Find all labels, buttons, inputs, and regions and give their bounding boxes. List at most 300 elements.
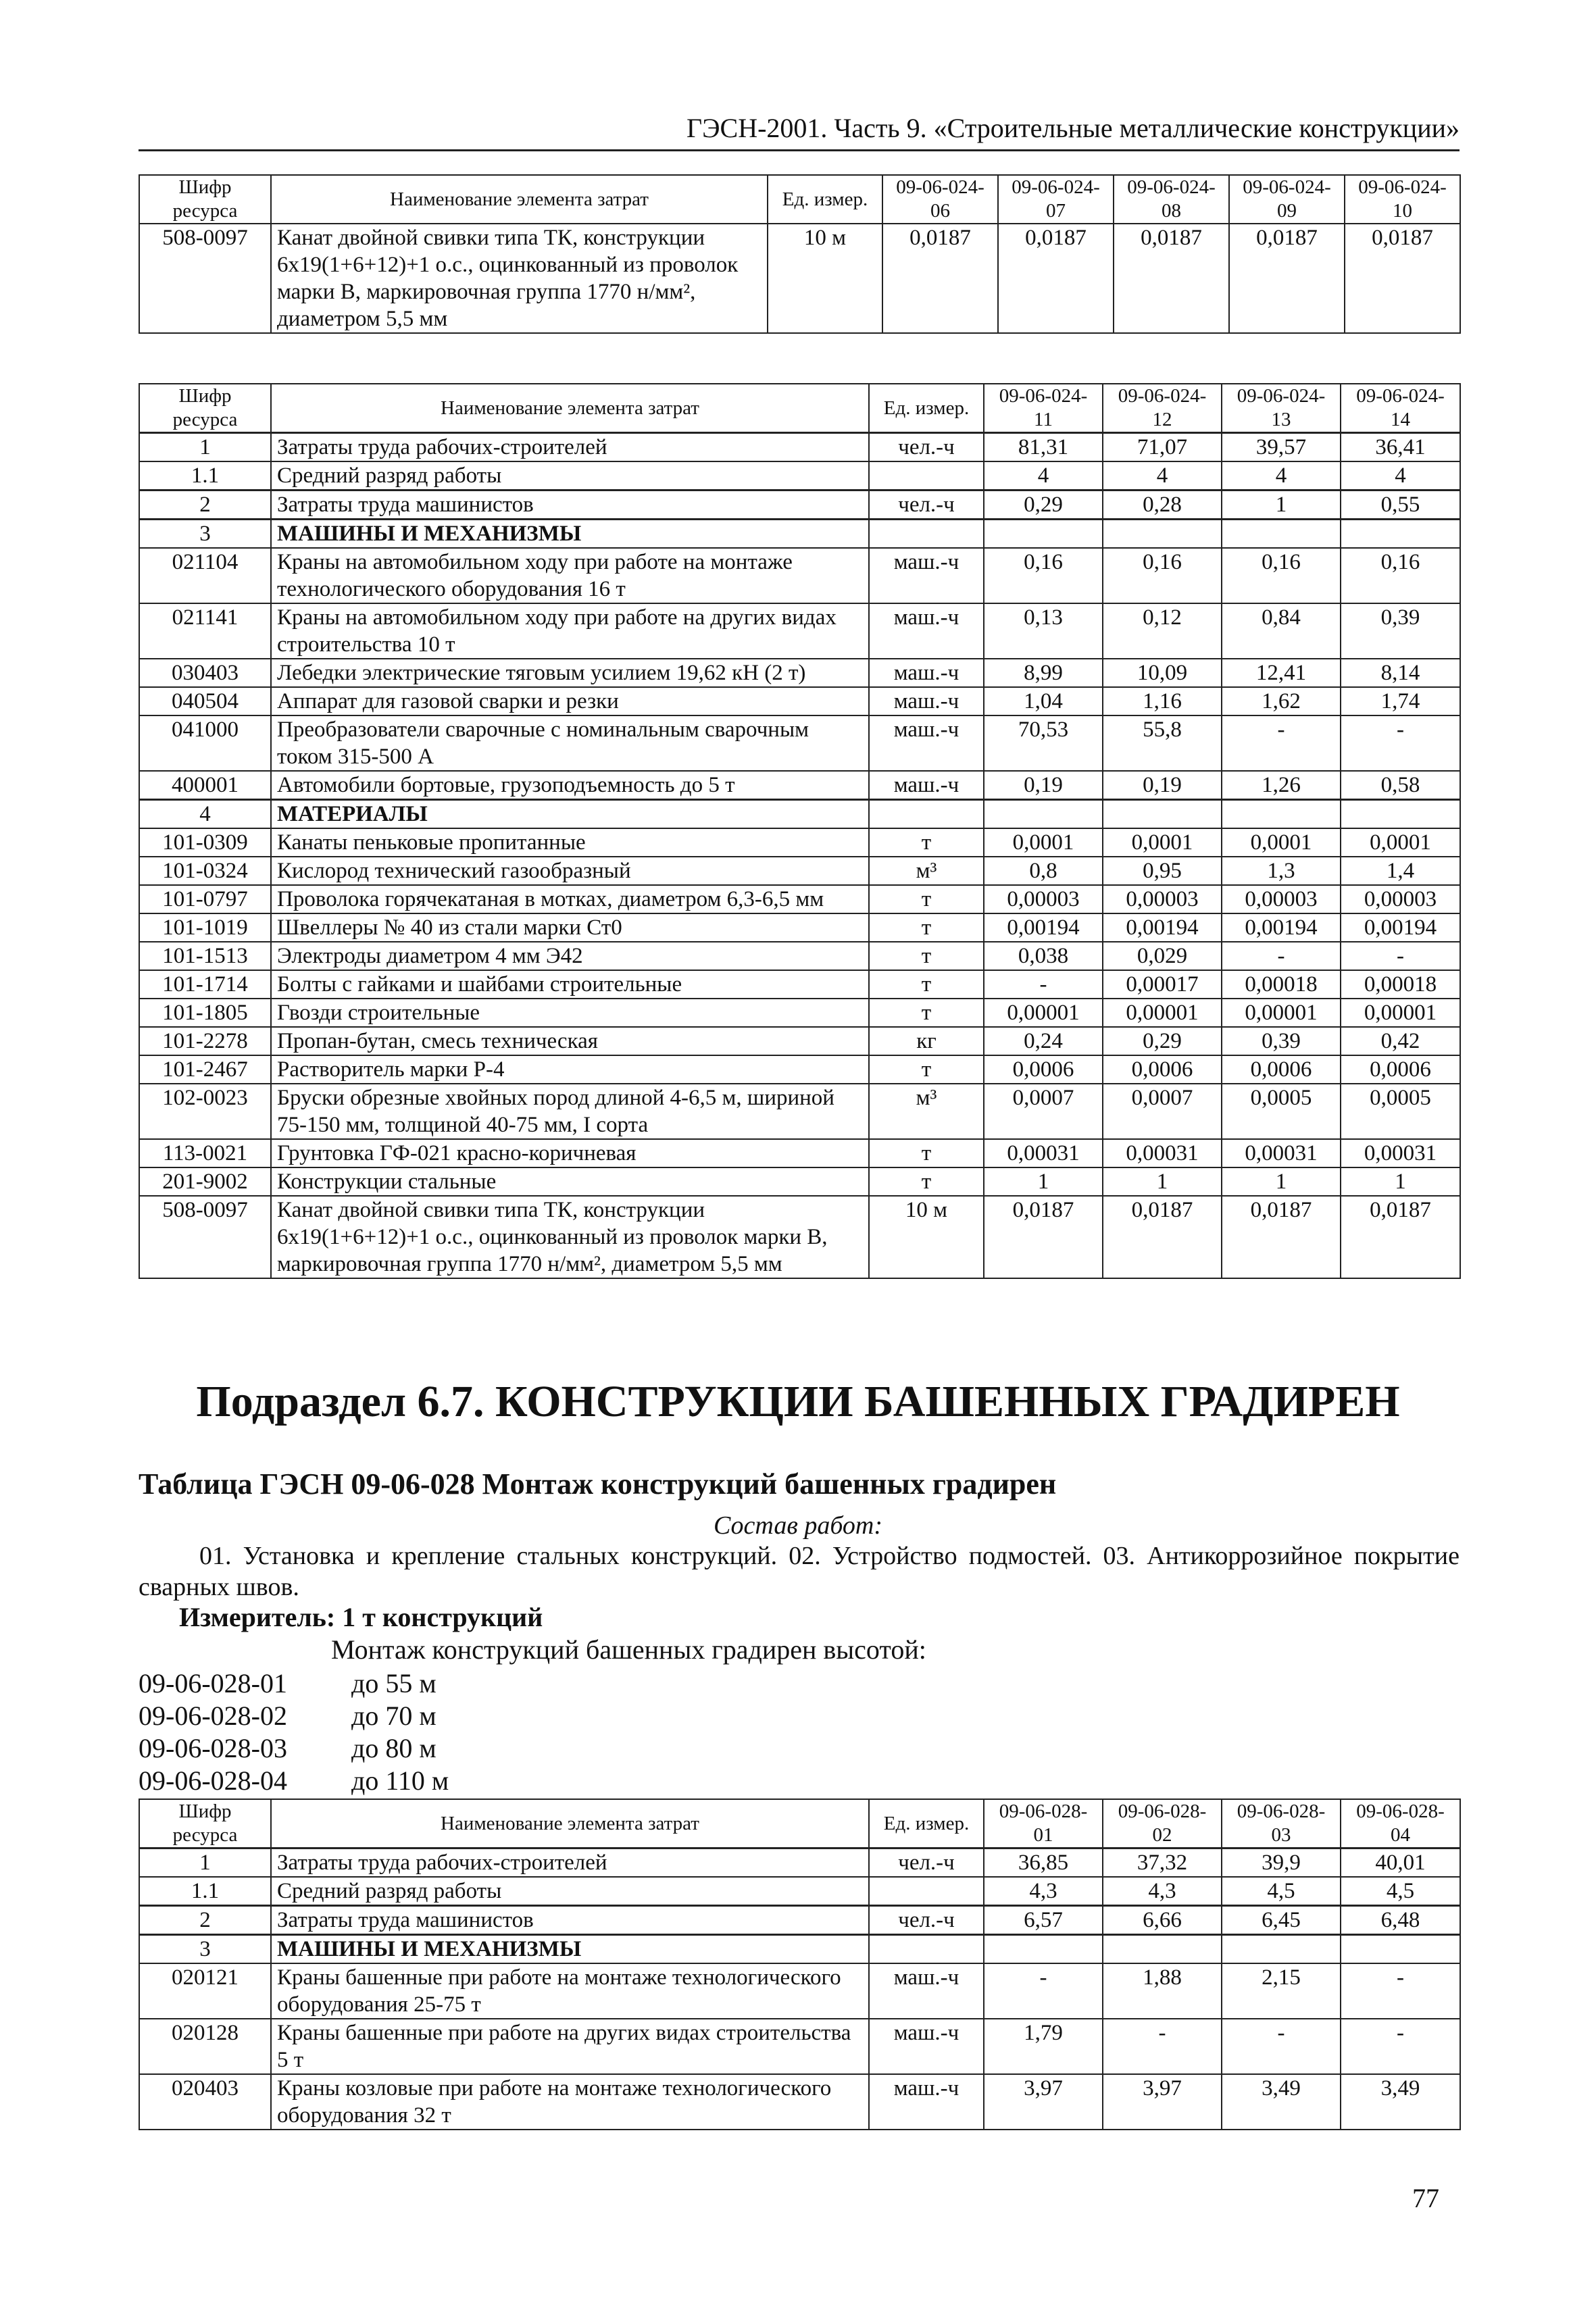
cell-name: Аппарат для газовой сварки и резки [271, 687, 869, 715]
cell-value: 10,09 [1103, 659, 1222, 687]
table-row [139, 2074, 1460, 2130]
cell-code: 1.1 [139, 461, 271, 491]
cell-value: 6,57 [984, 1906, 1103, 1935]
cell-value: 0,39 [1222, 1027, 1341, 1055]
cell-value: 0,0007 [984, 1084, 1103, 1139]
cell-value: 1 [1222, 1167, 1341, 1196]
cell-value: 0,00001 [984, 999, 1103, 1027]
cell-value: 4,5 [1341, 1877, 1460, 1906]
cell-value: 71,07 [1103, 433, 1222, 462]
cell-value: - [1103, 2019, 1222, 2074]
cell-value [1222, 800, 1341, 829]
cell-name: МАТЕРИАЛЫ [271, 800, 869, 829]
table-row [139, 659, 1460, 687]
table-row [139, 1167, 1460, 1196]
table-header-row [139, 384, 1460, 433]
list-item [139, 1667, 449, 1700]
cell-value: 0,00003 [1341, 885, 1460, 913]
cell-value: 4 [1341, 461, 1460, 491]
cell-value: 6,48 [1341, 1906, 1460, 1935]
cell-unit [869, 461, 984, 491]
cell-value: 0,29 [984, 491, 1103, 520]
cell-unit [869, 520, 984, 549]
table-row [139, 771, 1460, 800]
cell-code: 020128 [139, 2019, 271, 2074]
cell-value: 0,00031 [1103, 1139, 1222, 1167]
cell-value: 1,3 [1222, 857, 1341, 885]
cell-unit: маш.-ч [869, 687, 984, 715]
header-code: Шифр ресурса [139, 175, 271, 224]
cell-value: 1,26 [1222, 771, 1341, 800]
cell-value: 0,00003 [984, 885, 1103, 913]
cell-code: 508-0097 [139, 1196, 271, 1278]
cell-value: 8,14 [1341, 659, 1460, 687]
header-name: Наименование элемента затрат [271, 384, 869, 433]
cell-value: 3,97 [1103, 2074, 1222, 2130]
table-title: Таблица ГЭСН 09-06-028 Монтаж конструкций башенных градирен [139, 1467, 1057, 1501]
cell-code: 102-0023 [139, 1084, 271, 1139]
cell-value: 0,39 [1341, 603, 1460, 659]
page-number: 77 [1412, 2183, 1439, 2213]
cell-name: Пропан-бутан, смесь техническая [271, 1027, 869, 1055]
cell-name: Краны башенные при работе на других видах строительства 5 т [271, 2019, 869, 2074]
header-name: Наименование элемента затрат [271, 175, 768, 224]
cell-value: 0,0005 [1222, 1084, 1341, 1139]
cell-value [984, 520, 1103, 549]
header-unit: Ед. измер. [768, 175, 882, 224]
header-name: Наименование элемента затрат [271, 1799, 869, 1848]
cell-value: 0,00031 [1341, 1139, 1460, 1167]
list-item [139, 1765, 449, 1797]
cell-value: 0,0187 [1229, 224, 1345, 333]
table-row [139, 828, 1460, 857]
header-rule [139, 149, 1460, 151]
cell-value: 2,15 [1222, 1963, 1341, 2019]
table-row [139, 1848, 1460, 1878]
cell-code: 030403 [139, 659, 271, 687]
cell-value: 0,13 [984, 603, 1103, 659]
cell-name: Кислород технический газообразный [271, 857, 869, 885]
cell-value: 4,3 [1103, 1877, 1222, 1906]
cell-name: Проволока горячекатаная в мотках, диаметром 6,3-6,5 мм [271, 885, 869, 913]
cell-name: Средний разряд работы [271, 1877, 869, 1906]
measure-unit: Измеритель: 1 т конструкций [179, 1602, 543, 1632]
table-row [139, 491, 1460, 520]
cell-value: 0,00194 [1222, 913, 1341, 942]
header-col: 09-06-024-14 [1341, 384, 1460, 433]
cell-code: 3 [139, 1935, 271, 1964]
cell-name: МАШИНЫ И МЕХАНИЗМЫ [271, 1935, 869, 1964]
cell-code: 201-9002 [139, 1167, 271, 1196]
header-col: 09-06-028-02 [1103, 1799, 1222, 1848]
variant-code: 09-06-028-02 [139, 1701, 287, 1731]
table-row [139, 715, 1460, 771]
cell-unit: т [869, 999, 984, 1027]
cell-value: 39,9 [1222, 1848, 1341, 1878]
cell-name: Средний разряд работы [271, 461, 869, 491]
cell-code: 1 [139, 433, 271, 462]
header-unit: Ед. измер. [869, 1799, 984, 1848]
cell-name: Лебедки электрические тяговым усилием 19,62 кН (2 т) [271, 659, 869, 687]
cell-value: 3,97 [984, 2074, 1103, 2130]
table-row [139, 1935, 1460, 1964]
table-row [139, 999, 1460, 1027]
cell-value: 70,53 [984, 715, 1103, 771]
cell-value: 0,0005 [1341, 1084, 1460, 1139]
table-row [139, 885, 1460, 913]
header-col: 09-06-024-07 [998, 175, 1114, 224]
cell-value: 6,66 [1103, 1906, 1222, 1935]
cell-value: 0,00194 [984, 913, 1103, 942]
header-code: Шифр ресурса [139, 1799, 271, 1848]
cell-name: Бруски обрезные хвойных пород длиной 4-6,5 м, шириной 75-150 мм, толщиной 40-75 мм, I сорта [271, 1084, 869, 1139]
cell-value [1222, 520, 1341, 549]
cell-value: 0,00018 [1222, 970, 1341, 999]
cell-value: 0,24 [984, 1027, 1103, 1055]
table-row [139, 1963, 1460, 2019]
table-row [139, 913, 1460, 942]
cell-unit: т [869, 942, 984, 970]
cell-unit: м³ [869, 857, 984, 885]
cell-value: - [1341, 1963, 1460, 2019]
cell-value [1222, 1935, 1341, 1964]
cell-value: - [1222, 715, 1341, 771]
cell-code: 021141 [139, 603, 271, 659]
header-col: 09-06-028-01 [984, 1799, 1103, 1848]
cell-value: 37,32 [1103, 1848, 1222, 1878]
cell-unit: т [869, 970, 984, 999]
cell-value: 0,12 [1103, 603, 1222, 659]
cell-unit: чел.-ч [869, 1906, 984, 1935]
cell-value: 4 [984, 461, 1103, 491]
cell-value: 4,5 [1222, 1877, 1341, 1906]
cell-name: Грунтовка ГФ-021 красно-коричневая [271, 1139, 869, 1167]
cell-value: 12,41 [1222, 659, 1341, 687]
cell-value: 0,19 [984, 771, 1103, 800]
cell-value: 1,79 [984, 2019, 1103, 2074]
subsection-title: Подраздел 6.7. КОНСТРУКЦИИ БАШЕННЫХ ГРАДИРЕН [196, 1377, 1400, 1426]
cell-value: 36,85 [984, 1848, 1103, 1878]
cell-code: 2 [139, 491, 271, 520]
cell-name: Преобразователи сварочные с номинальным сварочным током 315-500 А [271, 715, 869, 771]
cell-value: 6,45 [1222, 1906, 1341, 1935]
cell-value: - [984, 1963, 1103, 2019]
cell-unit: т [869, 828, 984, 857]
cell-value: - [1341, 942, 1460, 970]
table-row [139, 603, 1460, 659]
table-row [139, 1055, 1460, 1084]
variant-code: 09-06-028-04 [139, 1765, 287, 1796]
cell-unit: чел.-ч [869, 433, 984, 462]
cell-value: 0,28 [1103, 491, 1222, 520]
cell-value [1341, 1935, 1460, 1964]
variant-label: до 70 м [351, 1701, 437, 1731]
cell-value: 1 [1103, 1167, 1222, 1196]
cell-value [1103, 800, 1222, 829]
cell-name: Краны на автомобильном ходу при работе на монтаже технологического оборудования 16 т [271, 548, 869, 603]
cell-code: 101-1714 [139, 970, 271, 999]
table-row [139, 1877, 1460, 1906]
cell-unit: т [869, 885, 984, 913]
cell-name: Канат двойной свивки типа ТК, конструкции 6х19(1+6+12)+1 о.с., оцинкованный из проволок марки В, маркировочная группа 1770 н/мм², диаметром 5,5 мм [271, 1196, 869, 1278]
cell-code: 101-0309 [139, 828, 271, 857]
cell-value: 0,0001 [1222, 828, 1341, 857]
cell-value: 0,0187 [1114, 224, 1229, 333]
cell-name: Затраты труда рабочих-строителей [271, 1848, 869, 1878]
cell-value: 0,16 [1103, 548, 1222, 603]
table-header-row [139, 1799, 1460, 1848]
cell-unit: 10 м [869, 1196, 984, 1278]
cell-value: 0,0001 [1341, 828, 1460, 857]
cell-value: 81,31 [984, 433, 1103, 462]
cell-code: 020403 [139, 2074, 271, 2130]
cell-value: 0,0187 [1341, 1196, 1460, 1278]
cell-value: 0,00194 [1341, 913, 1460, 942]
list-item [139, 1732, 449, 1765]
cell-value: 0,0187 [1345, 224, 1460, 333]
cell-code: 101-0324 [139, 857, 271, 885]
table-row [139, 224, 1460, 333]
norm-table-028 [139, 1799, 1461, 2130]
cell-value: 0,00003 [1222, 885, 1341, 913]
cell-code: 508-0097 [139, 224, 271, 333]
cell-unit: чел.-ч [869, 1848, 984, 1878]
cell-code: 2 [139, 1906, 271, 1935]
cell-unit: т [869, 1167, 984, 1196]
table-row [139, 687, 1460, 715]
cell-code: 400001 [139, 771, 271, 800]
cell-value: 55,8 [1103, 715, 1222, 771]
cell-value: 0,95 [1103, 857, 1222, 885]
cell-unit: маш.-ч [869, 659, 984, 687]
cell-code: 3 [139, 520, 271, 549]
cell-value: 0,0187 [998, 224, 1114, 333]
cell-value: 0,16 [1341, 548, 1460, 603]
header-col: 09-06-024-10 [1345, 175, 1460, 224]
cell-code: 4 [139, 800, 271, 829]
cell-name: Канаты пеньковые пропитанные [271, 828, 869, 857]
variant-label: до 55 м [351, 1668, 437, 1699]
cell-value: 1 [984, 1167, 1103, 1196]
cell-name: Автомобили бортовые, грузоподъемность до 5 т [271, 771, 869, 800]
cell-code: 113-0021 [139, 1139, 271, 1167]
cell-value: 1,4 [1341, 857, 1460, 885]
cell-name: Затраты труда машинистов [271, 1906, 869, 1935]
cell-value: 1,74 [1341, 687, 1460, 715]
cell-unit: маш.-ч [869, 548, 984, 603]
cell-name: Растворитель марки Р-4 [271, 1055, 869, 1084]
list-item [139, 1700, 449, 1732]
cell-value [984, 800, 1103, 829]
table-row [139, 800, 1460, 829]
cell-value: 0,55 [1341, 491, 1460, 520]
cell-value: 4 [1103, 461, 1222, 491]
cell-unit: маш.-ч [869, 715, 984, 771]
header-col: 09-06-024-12 [1103, 384, 1222, 433]
cell-code: 101-1019 [139, 913, 271, 942]
cell-unit: 10 м [768, 224, 882, 333]
work-composition-heading: Состав работ: [713, 1511, 883, 1540]
cell-value: 0,00031 [984, 1139, 1103, 1167]
cell-value: - [1341, 715, 1460, 771]
cell-value: 0,0001 [984, 828, 1103, 857]
cell-value [1103, 1935, 1222, 1964]
cell-name: Гвозди строительные [271, 999, 869, 1027]
cell-value: 0,00194 [1103, 913, 1222, 942]
cell-code: 021104 [139, 548, 271, 603]
cell-name: Болты с гайками и шайбами строительные [271, 970, 869, 999]
cell-value: 1 [1222, 491, 1341, 520]
cell-name: Конструкции стальные [271, 1167, 869, 1196]
cell-code: 101-2467 [139, 1055, 271, 1084]
cell-name: Краны на автомобильном ходу при работе на других видах строительства 10 т [271, 603, 869, 659]
cell-value: 0,84 [1222, 603, 1341, 659]
cell-value: 4 [1222, 461, 1341, 491]
cell-value [1103, 520, 1222, 549]
cell-value: 0,0187 [984, 1196, 1103, 1278]
cell-unit: м³ [869, 1084, 984, 1139]
table-row [139, 1084, 1460, 1139]
cell-value: 0,19 [1103, 771, 1222, 800]
cell-value: 0,0006 [1103, 1055, 1222, 1084]
cell-value: 0,00017 [1103, 970, 1222, 999]
cell-unit [869, 1935, 984, 1964]
cell-name: МАШИНЫ И МЕХАНИЗМЫ [271, 520, 869, 549]
table-row [139, 2019, 1460, 2074]
cell-code: 040504 [139, 687, 271, 715]
cell-name: Затраты труда машинистов [271, 491, 869, 520]
variant-label: до 80 м [351, 1733, 437, 1763]
cell-value: 1,16 [1103, 687, 1222, 715]
cell-name: Канат двойной свивки типа ТК, конструкции 6х19(1+6+12)+1 о.с., оцинкованный из проволок марки В, маркировочная группа 1770 н/мм², диаметром 5,5 мм [271, 224, 768, 333]
cell-value: 0,029 [1103, 942, 1222, 970]
table-row [139, 1139, 1460, 1167]
cell-value: 0,00018 [1341, 970, 1460, 999]
table-row [139, 1906, 1460, 1935]
cell-unit: маш.-ч [869, 771, 984, 800]
table-row [139, 433, 1460, 462]
running-header: ГЭСН-2001. Часть 9. «Строительные металлические конструкции» [687, 113, 1460, 143]
cell-code: 101-1513 [139, 942, 271, 970]
table-row [139, 1196, 1460, 1278]
variant-code: 09-06-028-03 [139, 1733, 287, 1763]
work-composition-text: 01. Установка и крепление стальных конструкций. 02. Устройство подмостей. 03. Антикоррозийное покрытие сварных швов. [139, 1542, 1460, 1601]
variants-list [139, 1667, 449, 1797]
cell-name: Электроды диаметром 4 мм Э42 [271, 942, 869, 970]
cell-value: 1,88 [1103, 1963, 1222, 2019]
cell-unit [869, 1877, 984, 1906]
cell-value: 0,0187 [1103, 1196, 1222, 1278]
cell-code: 101-2278 [139, 1027, 271, 1055]
header-col: 09-06-024-11 [984, 384, 1103, 433]
cell-value: 0,42 [1341, 1027, 1460, 1055]
cell-value: 39,57 [1222, 433, 1341, 462]
header-col: 09-06-028-03 [1222, 1799, 1341, 1848]
table-row [139, 548, 1460, 603]
cell-unit: т [869, 1139, 984, 1167]
cell-name: Краны башенные при работе на монтаже технологического оборудования 25-75 т [271, 1963, 869, 2019]
cell-name: Затраты труда рабочих-строителей [271, 433, 869, 462]
cell-code: 1.1 [139, 1877, 271, 1906]
table-row [139, 942, 1460, 970]
cell-value: 0,16 [984, 548, 1103, 603]
cell-value: - [1222, 2019, 1341, 2074]
table-header-row [139, 175, 1460, 224]
cell-value: 0,0187 [1222, 1196, 1341, 1278]
cell-value: 0,58 [1341, 771, 1460, 800]
header-col: 09-06-024-08 [1114, 175, 1229, 224]
header-col: 09-06-024-13 [1222, 384, 1341, 433]
cell-value: 3,49 [1341, 2074, 1460, 2130]
cell-unit: маш.-ч [869, 2074, 984, 2130]
norm-table-024-06-10 [139, 174, 1461, 334]
table-row [139, 520, 1460, 549]
cell-code: 1 [139, 1848, 271, 1878]
header-col: 09-06-024-06 [882, 175, 998, 224]
cell-value: 0,00001 [1103, 999, 1222, 1027]
cell-unit: маш.-ч [869, 1963, 984, 2019]
table-row [139, 461, 1460, 491]
cell-unit: кг [869, 1027, 984, 1055]
cell-value: 0,16 [1222, 548, 1341, 603]
cell-value: 0,00001 [1222, 999, 1341, 1027]
header-col: 09-06-028-04 [1341, 1799, 1460, 1848]
cell-code: 041000 [139, 715, 271, 771]
cell-value: 3,49 [1222, 2074, 1341, 2130]
cell-value: 36,41 [1341, 433, 1460, 462]
cell-name: Швеллеры № 40 из стали марки Ст0 [271, 913, 869, 942]
cell-unit: чел.-ч [869, 491, 984, 520]
table-body [139, 1848, 1460, 2130]
cell-code: 020121 [139, 1963, 271, 2019]
cell-value: 0,0001 [1103, 828, 1222, 857]
cell-unit: т [869, 913, 984, 942]
cell-code: 101-1805 [139, 999, 271, 1027]
cell-value: 8,99 [984, 659, 1103, 687]
cell-unit: маш.-ч [869, 2019, 984, 2074]
cell-value: 0,0187 [882, 224, 998, 333]
cell-unit: маш.-ч [869, 603, 984, 659]
cell-value: 1,04 [984, 687, 1103, 715]
cell-value: - [984, 970, 1103, 999]
cell-value: 4,3 [984, 1877, 1103, 1906]
header-col: 09-06-024-09 [1229, 175, 1345, 224]
table-row [139, 857, 1460, 885]
cell-value: 1 [1341, 1167, 1460, 1196]
table-row [139, 1027, 1460, 1055]
norm-table-024-11-14 [139, 383, 1461, 1279]
variant-code: 09-06-028-01 [139, 1668, 287, 1699]
cell-value [1341, 520, 1460, 549]
cell-code: 101-0797 [139, 885, 271, 913]
table-row [139, 970, 1460, 999]
cell-unit [869, 800, 984, 829]
header-unit: Ед. измер. [869, 384, 984, 433]
cell-value: 0,0007 [1103, 1084, 1222, 1139]
cell-value: 0,29 [1103, 1027, 1222, 1055]
cell-value: 0,00031 [1222, 1139, 1341, 1167]
variants-caption: Монтаж конструкций башенных градирен высотой: [331, 1634, 926, 1665]
variant-label: до 110 м [351, 1765, 449, 1796]
table-body [139, 433, 1460, 1279]
cell-unit: т [869, 1055, 984, 1084]
cell-value: 0,00001 [1341, 999, 1460, 1027]
cell-value: 1,62 [1222, 687, 1341, 715]
cell-value: 0,0006 [984, 1055, 1103, 1084]
cell-value [984, 1935, 1103, 1964]
cell-value: 0,0006 [1222, 1055, 1341, 1084]
cell-value: 0,00003 [1103, 885, 1222, 913]
